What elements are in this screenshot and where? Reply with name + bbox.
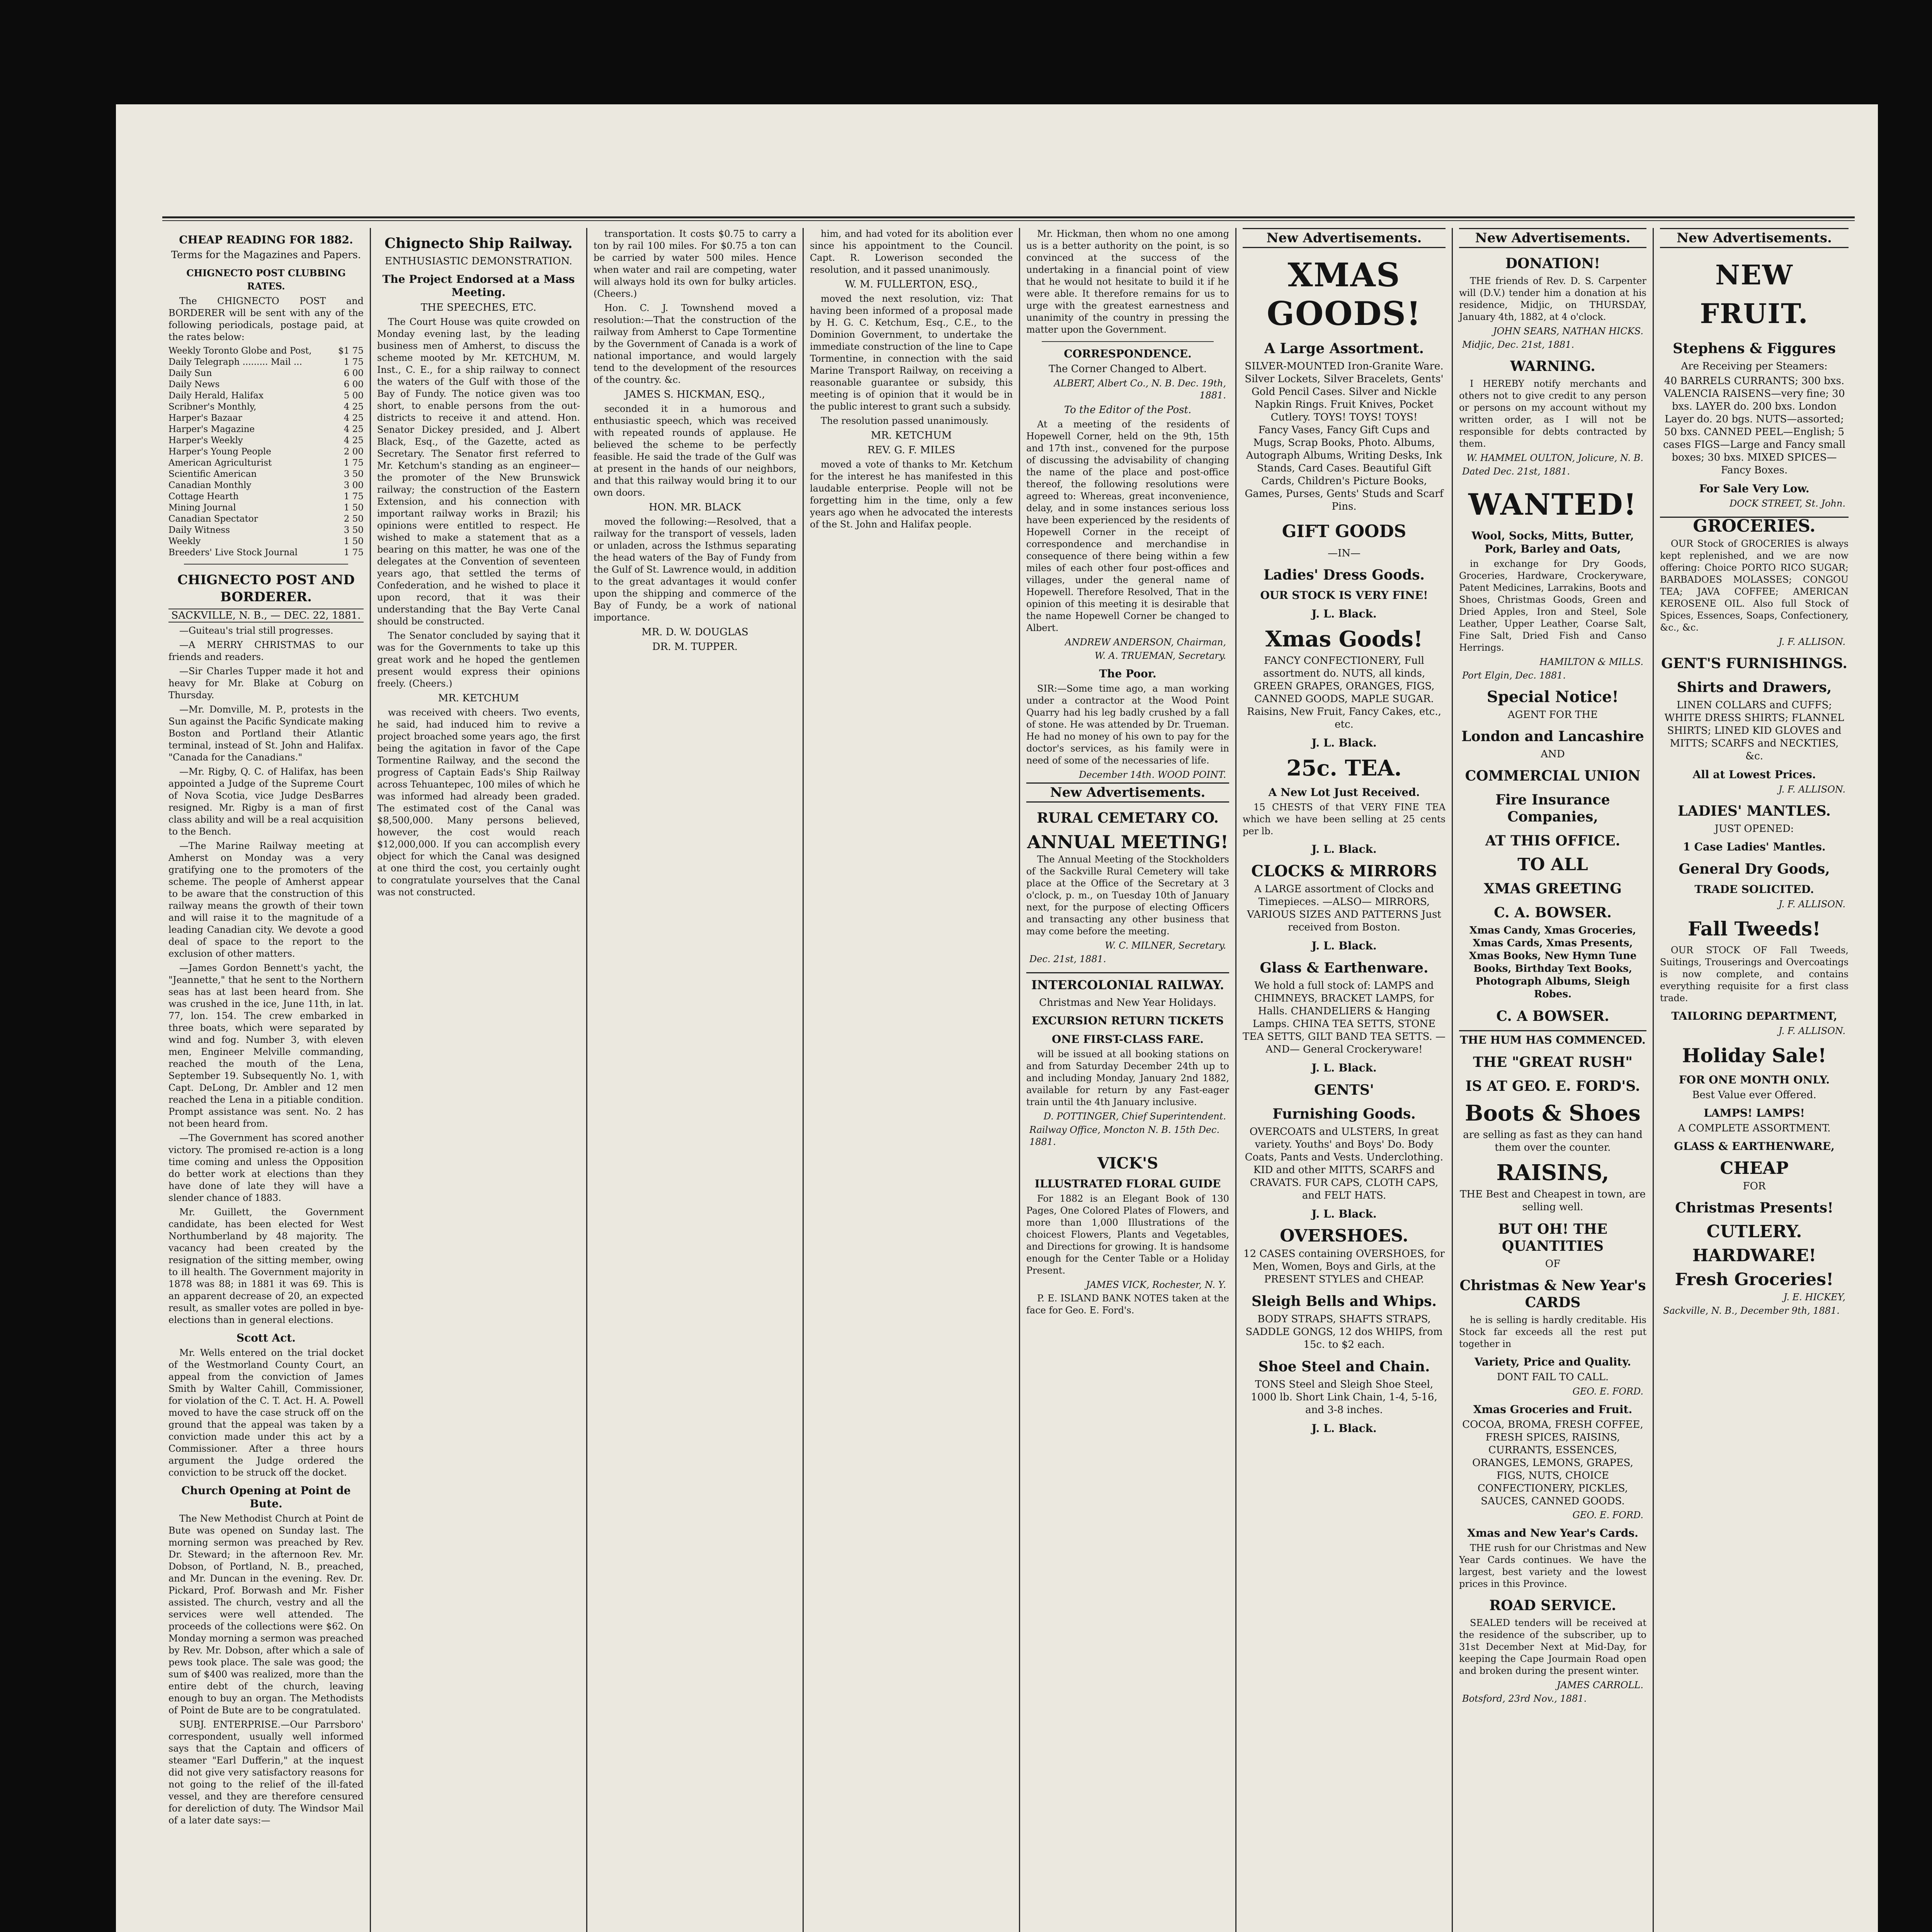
ad-text: SEALED tenders will be received at the residence of the subscriber, up to 31st December Next at Mid-Day, for keeping the Cape Jourmain Road open and broken during the present winter. [1459, 1617, 1646, 1676]
overshoes-heading: OVERSHOES. [1280, 1226, 1408, 1246]
fire-insurance: Fire Insurance Companies, [1495, 792, 1610, 825]
ladies-mantles-heading: LADIES' MANTLES. [1678, 803, 1831, 819]
signature: J. F. ALLISON. [1778, 784, 1845, 795]
clubbing-intro: The CHIGNECTO POST and BORDERER will be sent with any of the following periodicals, postage paid, at the rates below: [168, 296, 364, 342]
signature: JAMES VICK, Rochester, N. Y. [1086, 1279, 1226, 1290]
masthead-dateline: SACKVILLE, N. B., — DEC. 22, 1881. [168, 609, 364, 622]
bowser-signature: C. A BOWSER. [1496, 1008, 1609, 1024]
signature: J. F. ALLISON. [1778, 899, 1845, 910]
speaker-heading: MR. KETCHUM [871, 430, 952, 441]
ad-text: 15 CHESTS of that VERY FINE TEA which we have been selling at 25 cents per lb. [1243, 802, 1446, 837]
jl-black-signature: J. L. Black. [1311, 1061, 1377, 1074]
rural-cemetery-heading: RURAL CEMETARY CO. [1037, 810, 1219, 826]
vicks-subheading: ILLUSTRATED FLORAL GUIDE [1034, 1177, 1221, 1190]
subj-enterprise-text: SUBJ. ENTERPRISE.—Our Parrsboro' correspondent, usually well informed says that the Captain and officers of steamer "Earl Dufferin," at the inquest did not give very satisfactory reasons for not going to the relief of the ill-fated vessel, and they are therefore censured for dereliction of duty. The Windsor Mail of a later date says:— [168, 1719, 364, 1826]
rate-row: Harper's Magazine 4 25 [168, 424, 364, 434]
sleigh-bells-heading: Sleigh Bells and Whips. [1251, 1293, 1437, 1310]
groceries-heading: GROCERIES. [1660, 517, 1849, 535]
top-rule-thin [162, 220, 1855, 221]
ad-list: OVERCOATS and ULSTERS, In great variety. Youths' and Boys' Do. Body Coats, Pants and Vests. Underclothing. KID and other MITTS, SCARFS and CRAVATS. FUR CAPS, CLOTH CAPS, and FELT HATS. [1245, 1126, 1444, 1201]
rate-row: Breeders' Live Stock Journal 1 75 [168, 548, 364, 558]
road-service-heading: ROAD SERVICE. [1489, 1597, 1616, 1614]
of-line: OF [1545, 1258, 1561, 1270]
news-item: —The Marine Railway meeting at Amherst on Monday was a very gratifying one to the promoters of the scheme. The people of Amherst appear to be aware that the construction of this railway means the growth of their town and will raise it to the magnitude of a leading Canadian city. We devote a good deal of space to the report to the exclusion of other matters. [168, 840, 364, 959]
rate-row: Harper's Young People 2 00 [168, 447, 364, 457]
news-item: Mr. Guillett, the Government candidate, has been elected for West Northumberland by 48 majority. The vacancy had been created by the resignation of the sitting member, owing to ill health. The Government majority in 1878 was 88; in 1881 it was 69. This is an apparent decrease of 20, an expected result, as smaller votes are polled in bye-elections than in general elections. [168, 1207, 364, 1325]
signature: December 14th. WOOD POINT. [1079, 769, 1226, 780]
raisins-heading: RAISINS, [1496, 1160, 1609, 1185]
signature: ANDREW ANDERSON, Chairman, [1065, 637, 1226, 648]
speaker-heading: HON. MR. BLACK [649, 502, 741, 513]
news-item: —Sir Charles Tupper made it hot and heavy for Mr. Blake at Coburg on Thursday. [168, 666, 364, 701]
ad-text: THE rush for our Christmas and New Year Cards continues. We have the largest, best variety and the lowest prices in this Province. [1459, 1543, 1646, 1589]
speaker-heading: W. M. FULLERTON, ESQ., [845, 279, 978, 290]
article-paragraph: seconded it in a humorous and enthusiastic speech, which was received with repeated rounds of applause. He believed the scheme to be perfectly feasible. He said the trade of the Gulf was at present in the hands of our neighbors, and that this railway would bring it to our own doors. [594, 403, 796, 498]
ad-date: Sackville, N. B., December 9th, 1881. [1663, 1305, 1840, 1316]
fare-heading: ONE FIRST-CLASS FARE. [1052, 1033, 1204, 1046]
ad-text: OUR STOCK OF Fall Tweeds, Suitings, Trouserings and Overcoatings is now complete, and contains everything requisite for a first class trade. [1660, 945, 1849, 1003]
clubbing-rates-heading: CHIGNECTO POST CLUBBING RATES. [186, 267, 346, 292]
ad-date: Dec. 21st, 1881. [1029, 954, 1106, 964]
just-opened: JUST OPENED: [1714, 823, 1794, 835]
excursion-heading: EXCURSION RETURN TICKETS [1031, 1014, 1224, 1027]
intercolonial-heading: INTERCOLONIAL RAILWAY. [1026, 972, 1229, 993]
signature: JAMES CARROLL. [1556, 1680, 1643, 1690]
cheap-heading: CHEAP [1720, 1158, 1789, 1178]
xmas-greeting-heading: XMAS GREETING [1483, 881, 1622, 897]
receiving-line: Are Receiving per Steamers: [1681, 361, 1828, 372]
mantles-item: 1 Case Ladies' Mantles. [1683, 840, 1826, 853]
ad-list: are selling as fast as they can hand them over the counter. [1463, 1129, 1643, 1153]
news-item: —A MERRY CHRISTMAS to our friends and readers. [168, 639, 364, 662]
commercial-union: COMMERCIAL UNION [1465, 768, 1641, 784]
jl-black-signature: J. L. Black. [1311, 843, 1377, 855]
clocks-mirrors-heading: CLOCKS & MIRRORS [1251, 862, 1437, 880]
ad-list: Fancy Vases, Fancy Gift Cups and Mugs, Scrap Books, Photo. Albums, Autograph Albums, Writing Desks, Ink Stands, Card Cases. Beautiful Gift Cards, Children's Picture Books, Games, Purses, Gents' Studs and Scarf Pins. [1245, 424, 1444, 512]
intercolonial-subheading: Christmas and New Year Holidays. [1039, 997, 1216, 1009]
ad-text: OUR Stock of GROCERIES is always kept replenished, and we are now offering: Choice PORTO RICO SUGAR; BARBADOES MOLASSES; CONGOU TEA; JAVA COFFEE; AMERICAN KEROSENE OIL. Also full Stock of Spices, Essences, Soaps, Confectionery, &c., &c. [1660, 538, 1849, 633]
ad-list: SILVER-MOUNTED Iron-Granite Ware. Silver Lockets, Silver Bracelets, Gents' Gold Pencil Cases. Silver and Nickle Napkin Rings. Fruit Knives, Pocket Cutlery. TOYS! TOYS! TOYS! [1245, 361, 1444, 423]
signature: DOCK STREET, St. John. [1729, 498, 1845, 509]
new-advertisements-header: New Advertisements. [1459, 228, 1646, 248]
article-paragraph: Mr. Hickman, then whom no one among us is a better authority on the point, is so convinced at the success of the undertaking in a financial point of view that he would not hesitate to build it if he were able. It therefore remains for us to urge with the greatest earnestness and unanimity of the country in pressing the matter upon the Government. [1026, 228, 1229, 335]
cards-heading: Christmas & New Year's CARDS [1459, 1277, 1646, 1311]
article-paragraph: him, and had voted for its abolition ever since his appointment to the Council. Capt. R. Lowerison seconded the resolution, and it passed unanimously. [810, 228, 1013, 275]
article-paragraph: transportation. It costs $0.75 to carry a ton by rail 100 miles. For $0.75 a ton can be carried by water 500 miles. Hence when water and rail are competing, water will always hold its own for bulky articles. (Cheers.) [594, 228, 796, 299]
article-paragraph: was received with cheers. Two events, he said, had induced him to revive a project broached some years ago, the first being the agitation in favor of the Cape Tormentine Railway, and the second the progress of Captain Eads's Ship Railway across Tehuantepec, 100 miles of which he was informed had already been graded. The estimated cost of the Canal was $8,500,000. Many persons believed, however, the cost would reach $12,000,000. If you can accomplish every object for which the Canal was designed at one third the cost, you certainly ought to congratulate yourselves that the Canal was not constructed. [377, 707, 580, 898]
agent-line: AGENT FOR THE [1507, 709, 1598, 721]
correspondence-dateline: ALBERT, Albert Co., N. B. Dec. 19th, 1881. [1054, 378, 1226, 401]
article-paragraph: The Court House was quite crowded on Monday evening last, by the leading business men of Amherst, to discuss the scheme mooted by Mr. KETCHUM, M. Inst., C. E., for a ship railway to connect the waters of the Gulf with those of the Bay of Fundy. The notice given was too short, to enable persons from the out-districts to receive it and attend. Hon. Senator Dickey presided, and J. Albert Black, Esq., of the Gazette, acted as Secretary. The Senator first referred to Mr. Ketchum's standing as an engineer—the promoter of the New Brunswick railway; the construction of the Eastern Extension, and his connection with important railway works in Brazil; his opinions were entitled to respect. He wished to make a statement that as a bearing on this matter, he was one of the delegates at the Convention of seventeen years ago, that settled the terms of Confederation, and he wished to place it upon record, that it was their understanding that the Bay Verte Canal should be constructed. [377, 316, 580, 627]
column-7 [1453, 228, 1654, 1932]
signature: J. F. ALLISON. [1778, 636, 1845, 647]
column-4 [804, 228, 1020, 1932]
hum-heading: THE HUM HAS COMMENCED. [1459, 1030, 1646, 1047]
rate-row: Harper's Bazaar 4 25 [168, 413, 364, 423]
ad-list: 40 BARRELS CURRANTS; 300 bxs. VALENCIA RAISENS—very fine; 30 bxs. LAYER do. 200 bxs. London Layer do. 20 bgs. NUTS—assorted; 50 bxs. CANNED PEEL—English; 5 cases FIGS—Large and Fancy small boxes; 30 bxs. MIXED SPICES—Fancy Boxes. [1663, 375, 1846, 476]
special-notice-heading: Special Notice! [1486, 688, 1619, 706]
church-heading: Church Opening at Point de Bute. [181, 1484, 351, 1510]
and-line: AND [1541, 748, 1565, 760]
ad-text: in exchange for Dry Goods, Groceries, Hardware, Crockeryware, Patent Medicines, Larrakins, Boots and Shoes, Christmas Goods, Green and Dried Apples, Iron and Steel, Sole Leather, Upper Leather, Coarse Salt, Fine Salt, Dried Fish and Canso Herrings. [1459, 558, 1646, 653]
large-assortment-heading: A Large Assortment. [1264, 340, 1424, 357]
jl-black-signature: J. L. Black. [1311, 607, 1377, 620]
signature: D. POTTINGER, Chief Superintendent. [1043, 1111, 1226, 1122]
xmas-groceries-heading: Xmas Groceries and Fruit. [1473, 1403, 1633, 1416]
tea-subheading: A New Lot Just Received. [1268, 786, 1420, 799]
top-rule [162, 216, 1855, 218]
complete-assortment: A COMPLETE ASSORTMENT. [1678, 1122, 1831, 1134]
at-this-office: AT THIS OFFICE. [1485, 833, 1621, 849]
column-8 [1654, 228, 1855, 1932]
rate-row: Canadian Spectator 2 50 [168, 514, 364, 524]
for-line: FOR [1743, 1180, 1766, 1192]
article-paragraph: SIR:—Some time ago, a man working under a contractor at the Wood Point Quarry had his leg badly crushed by a fall of stone. He was attended by Dr. Trueman. He had no money of his own to pay for the doctor's services, as his family were in need of some of the necessaries of life. [1026, 683, 1229, 766]
rate-row: Canadian Monthly 3 00 [168, 480, 364, 490]
cheap-reading-heading: CHEAP READING FOR 1882. [179, 233, 353, 246]
london-lancashire: London and Lancashire [1461, 728, 1644, 745]
ad-text: THE friends of Rev. D. S. Carpenter will (D.V.) tender him a donation at his residence, Midjic, on THURSDAY, January 4th, 1882, at 4 o'clock. [1459, 276, 1646, 322]
rate-row: Mining Journal 1 50 [168, 503, 364, 513]
ad-text: will be issued at all booking stations on and from Saturday December 24th up to and including Monday, January 2nd 1882, available for return by any Fast-eager train until the 4th January inclusive. [1026, 1049, 1229, 1107]
ad-list: LINEN COLLARS and CUFFS; WHITE DRESS SHIRTS; FLANNEL SHIRTS; LINED KID GLOVES and MITTS; SCARFS and NECKTIES, &c. [1664, 699, 1844, 762]
signature: W. HAMMEL OULTON, Jolicure, N. B. [1466, 452, 1643, 463]
column-3 [587, 228, 804, 1932]
rate-row: Daily Herald, Halifax 5 00 [168, 391, 364, 401]
glass-earthenware: GLASS & EARTHENWARE, [1674, 1140, 1835, 1153]
signature: JOHN SEARS, NATHAN HICKS. [1493, 326, 1643, 337]
rate-row: Weekly 1 50 [168, 536, 364, 546]
column-1 [162, 228, 371, 1932]
project-endorsed-subheading: The Project Endorsed at a Mass Meeting. [382, 273, 575, 299]
jl-black-signature: J. L. Black. [1311, 939, 1377, 952]
warning-heading: WARNING. [1510, 358, 1595, 374]
gents-heading: GENTS' [1314, 1082, 1374, 1098]
column-2 [371, 228, 587, 1932]
clubbing-rates-table [168, 345, 364, 558]
rate-row: Weekly Toronto Globe and Post, $1 75 [168, 346, 364, 356]
newspaper-page [116, 104, 1878, 1932]
cutlery-heading: CUTLERY. [1706, 1222, 1802, 1242]
jl-black-signature: J. L. Black. [1311, 1422, 1377, 1435]
new-years-cards-heading: Xmas and New Year's Cards. [1467, 1527, 1638, 1539]
new-advertisements-header: New Advertisements. [1660, 228, 1849, 248]
gift-in: —IN— [1327, 548, 1361, 559]
rate-row: Scientific American 3 50 [168, 469, 364, 479]
ad-date: Railway Office, Moncton N. B. 15th Dec. 1881. [1029, 1124, 1220, 1147]
speaker-heading: MR. KETCHUM [438, 692, 519, 704]
scott-act-text: Mr. Wells entered on the trial docket of the Westmorland County Court, an appeal from the conviction of James Smith by Walter Cahill, Commissioner, for violation of the C. T. Act. H. A. Powell moved to have the case struck off on the ground that the appeal was taken by a conviction made under this act by a Commissioner. After a three hours argument the Judge ordered the conviction to be struck off the docket. [168, 1347, 364, 1478]
enthusiastic-subheading: ENTHUSIASTIC DEMONSTRATION. [385, 255, 572, 267]
church-text: The New Methodist Church at Point de Bute was opened on Sunday last. The morning sermon was preached by Rev. Dr. Steward; in the afternoon Rev. Mr. Dobson, of Portland, N. B., preached, and Mr. Duncan in the evening. Rev. Dr. Pickard, Prof. Borwash and Mr. Fisher assisted. The church, vestry and all the services were well attended. The proceeds of the collections were $62. On Monday morning a sermon was preached by Rev. Mr. Dobson, after which a sale of pews took place. The sale was good; the sum of $400 was realized, more than the entire debt of the church, leaving enough to buy an organ. The Methodists of Point de Bute are to be congratulated. [168, 1513, 364, 1716]
fall-tweeds-heading: Fall Tweeds! [1688, 917, 1821, 940]
rate-row: Daily Witness 3 50 [168, 525, 364, 535]
ad-text: I HEREBY notify merchants and others not to give credit to any person or persons on my account without my written order, as I will not be responsible for debts contracted by them. [1459, 378, 1646, 449]
speaker-heading: MR. D. W. DOUGLAS [641, 626, 748, 638]
divider [184, 564, 348, 565]
terms-subheading: Terms for the Magazines and Papers. [171, 249, 361, 261]
news-item: —The Government has scored another victory. The promised re-action is a long time coming and unless the Opposition do better work at elections than they have done of late they will have a slender chance of 1883. [168, 1133, 364, 1203]
signature: J. E. HICKEY, [1783, 1292, 1845, 1303]
rate-row: Scribner's Monthly, 4 25 [168, 402, 364, 412]
annual-meeting-heading: ANNUAL MEETING! [1027, 832, 1228, 852]
shirts-drawers-heading: Shirts and Drawers, [1677, 679, 1832, 696]
signature: GEO. E. FORD. [1572, 1510, 1643, 1520]
speaker-heading: REV. G. F. MILES [867, 444, 956, 456]
rate-row: Cottage Hearth 1 75 [168, 492, 364, 502]
jl-black-signature: J. L. Black. [1311, 736, 1377, 749]
xmas-goods-2-heading: Xmas Goods! [1265, 626, 1423, 652]
article-paragraph: moved a vote of thanks to Mr. Ketchum for the interest he has manifested in this laudable enterprise. People will not be forgetting him in the time, only a few years ago when he advocated the interests of the St. John and Halifax people. [810, 459, 1013, 530]
rate-row: Daily Telegraph ......... Mail ... 1 75 [168, 357, 364, 367]
shoe-steel-heading: Shoe Steel and Chain. [1258, 1359, 1430, 1375]
fresh-groceries-heading: Fresh Groceries! [1675, 1270, 1834, 1289]
stephens-figgures: Stephens & Figgures [1673, 340, 1836, 357]
masthead-title: CHIGNECTO POST AND BORDERER. [177, 572, 355, 605]
correspondence-heading: CORRESPONDENCE. [1064, 347, 1192, 360]
dry-goods-heading: General Dry Goods, [1679, 861, 1830, 877]
xmas-goods-heading: XMAS GOODS! [1267, 256, 1422, 333]
signature: HAMILTON & MILLS. [1539, 656, 1643, 667]
rate-row: Daily News 6 00 [168, 379, 364, 389]
sale-line: For Sale Very Low. [1699, 482, 1810, 495]
ford-heading: IS AT GEO. E. FORD'S. [1465, 1078, 1640, 1094]
jl-black-signature: J. L. Black. [1311, 1208, 1377, 1220]
column-5 [1020, 228, 1236, 1932]
article-paragraph: Hon. C. J. Townshend moved a resolution:—That the construction of the railway from Amherst to Cape Tormentine by the Government of Canada is a work of national importance, and would largely tend to the development of the resources of the country. &c. [594, 303, 796, 385]
ad-list: BODY STRAPS, SHAFTS STRAPS, SADDLE GONGS, 12 dos WHIPS, from 15c. to $2 each. [1245, 1313, 1443, 1350]
furnishing-heading: Furnishing Goods. [1272, 1106, 1416, 1122]
divider [1042, 341, 1214, 342]
vicks-heading: VICK'S [1097, 1154, 1158, 1172]
ship-railway-heading: Chignecto Ship Railway. [384, 235, 573, 252]
lamps-heading: LAMPS! LAMPS! [1704, 1107, 1805, 1119]
ad-list: A LARGE assortment of Clocks and Timepieces. —ALSO— MIRRORS, VARIOUS SIZES AND PATTERNS Just received from Boston. [1247, 883, 1441, 933]
best-value-line: Best Value ever Offered. [1692, 1089, 1816, 1101]
ad-list: FANCY CONFECTIONERY, Full assortment do. NUTS, all kinds, GREEN GRAPES, ORANGES, FIGS, CANNED GOODS, MAPLE SUGAR. Raisins, New Fruit, Fancy Cakes, etc., etc. [1247, 655, 1441, 730]
ad-text: P. E. ISLAND BANK NOTES taken at the face for Geo. E. Ford's. [1026, 1293, 1229, 1316]
dont-fail-line: DONT FAIL TO CALL. [1497, 1371, 1609, 1383]
ad-date: Midjic, Dec. 21st, 1881. [1462, 339, 1575, 350]
boots-shoes-heading: Boots & Shoes [1465, 1100, 1641, 1126]
speaker-heading: JAMES S. HICKMAN, ESQ., [625, 389, 765, 400]
ad-date: Port Elgin, Dec. 1881. [1462, 670, 1566, 681]
ad-text: he is selling is hardly creditable. His Stock far exceeds all the rest put together in [1459, 1315, 1646, 1349]
wanted-heading: WANTED! [1468, 487, 1637, 522]
speaker-heading: DR. M. TUPPER. [652, 641, 738, 653]
donation-heading: DONATION! [1505, 255, 1600, 272]
quantities-heading: BUT OH! THE QUANTITIES [1498, 1221, 1608, 1254]
corner-changed-subheading: The Corner Changed to Albert. [1049, 363, 1207, 375]
new-advertisements-header: New Advertisements. [1026, 782, 1229, 803]
ad-list: COCOA, BROMA, FRESH COFFEE, FRESH SPICES, RAISINS, CURRANTS, ESSENCES, ORANGES, LEMONS, GRAPES, FIGS, NUTS, CHOICE CONFECTIONERY, PICKLES, SAUCES, CANNED GOODS. [1462, 1419, 1643, 1507]
wanted-subheading: Wool, Socks, Mitts, Butter, Pork, Barley and Oats, [1471, 529, 1634, 555]
to-all-heading: TO ALL [1517, 855, 1588, 874]
correspondence-to: To the Editor of the Post. [1064, 404, 1192, 416]
article-paragraph: At a meeting of the residents of Hopewell Corner, held on the 9th, 15th and 17th inst., convened for the purpose of discussing the advisability of changing the name of the place and post-office thereof, the following resolutions were agreed to: Whereas, great inconvenience, delay, and in some instances serious loss have been experienced by the residents of Hopewell Corner in the receipt of correspondence and merchandise in consequence of there being within a few miles of each other four post-offices and villages, under the general name of Hopewell. Therefore Resolved, That in the opinion of this meeting it is desirable that the name Hopewell Corner be changed to Albert. [1026, 419, 1229, 633]
article-paragraph: The Senator concluded by saying that it was for the Governments to take up this great work and he hoped the gentlemen present would express their opinions freely. (Cheers.) [377, 630, 580, 689]
ad-text: For 1882 is an Elegant Book of 130 Pages, One Colored Plates of Flowers, and more than 1,000 Illustrations of the choicest Flowers, Plants and Vegetables, and Directions for growing. It is handsome enough for the Center Table or a Holiday Present. [1026, 1193, 1229, 1276]
article-paragraph: moved the following:—Resolved, that a railway for the transport of vessels, laden or unladen, across the Isthmus separating the head waters of the Bay of Fundy from the Gulf of St. Lawrence would, in addition to the great advantages it would confer upon the shipping and commerce of the Bay of Fundy, be a work of national importance. [594, 516, 796, 623]
ad-list: THE Best and Cheapest in town, are selling well. [1460, 1189, 1646, 1213]
ad-list: TONS Steel and Sleigh Shoe Steel, 1000 lb. Short Link Chain, 1-4, 5-16, and 3-8 inches. [1251, 1379, 1437, 1416]
ad-text: The Annual Meeting of the Stockholders of the Sackville Rural Cemetery will take place at the Office of the Secretary at 3 o'clock, p. m., on Tuesday 10th of January next, for the purpose of electing Officers and transacting any other business that may come before the meeting. [1026, 854, 1229, 937]
speeches-subheading: THE SPEECHES, ETC. [420, 302, 537, 313]
article-paragraph: moved the next resolution, viz: That having been informed of a proposal made by H. G. C. Ketchum, Esq., C.E., to the Dominion Government, to undertake the immediate construction of the line to Cape Tormentine, in connection with the said Marine Transport Railway, on receiving a reasonable guarantee or subsidy, this meeting is of opinion that it would be in the public interest to grant such a subsidy. [810, 293, 1013, 412]
one-month-line: FOR ONE MONTH ONLY. [1679, 1073, 1830, 1086]
ad-list: Xmas Candy, Xmas Groceries, Xmas Cards, Xmas Presents, Xmas Books, New Hymn Tune Books, Birthday Text Books, Photograph Albums, Sleigh Robes. [1469, 925, 1637, 1000]
great-rush-heading: THE "GREAT RUSH" [1473, 1054, 1633, 1070]
glass-earthenware-heading: Glass & Earthenware. [1260, 960, 1429, 976]
gift-goods-heading: GIFT GOODS [1282, 522, 1406, 541]
ad-list: We hold a full stock of: LAMPS and CHIMNEYS, BRACKET LAMPS, for Halls. CHANDELIERS & Hanging Lamps. CHINA TEA SETTS, STONE TEA SETTS, GILT BAND TEA SETTS. —AND— General Crockeryware! [1243, 980, 1446, 1055]
rate-row: Daily Sun 6 00 [168, 368, 364, 378]
christmas-presents-heading: Christmas Presents! [1675, 1200, 1833, 1216]
ad-date: Dated Dec. 21st, 1881. [1462, 466, 1570, 477]
poor-heading: The Poor. [1099, 667, 1156, 680]
hardware-heading: HARDWARE! [1692, 1246, 1816, 1265]
new-advertisements-header: New Advertisements. [1243, 228, 1446, 248]
rate-row: American Agriculturist 1 75 [168, 458, 364, 468]
ad-list: 12 CASES containing OVERSHOES, for Men, Women, Boys and Girls, at the PRESENT STYLES and CHEAP. [1243, 1248, 1445, 1285]
variety-line: Variety, Price and Quality. [1474, 1355, 1631, 1368]
tea-heading: 25c. TEA. [1286, 755, 1402, 781]
trade-solicited: TRADE SOLICITED. [1694, 883, 1814, 896]
news-item: —Mr. Rigby, Q. C. of Halifax, has been appointed a Judge of the Supreme Court of Nova Scotia, vice Judge DesBarres resigned. Mr. Rigby is a man of first class ability and will be a real acquisition to the Bench. [168, 766, 364, 837]
ladies-dress-goods-heading: Ladies' Dress Goods. [1263, 567, 1425, 583]
bowser-name: C. A. BOWSER. [1494, 905, 1612, 921]
stock-fine: OUR STOCK IS VERY FINE! [1260, 589, 1428, 602]
gents-furnishings-heading: GENT'S FURNISHINGS. [1661, 655, 1847, 672]
lowest-prices: All at Lowest Prices. [1692, 768, 1816, 781]
rate-row: Harper's Weekly 4 25 [168, 435, 364, 446]
signature: W. C. MILNER, Secretary. [1105, 940, 1226, 951]
scott-act-heading: Scott Act. [236, 1332, 296, 1344]
new-fruit-heading: NEW FRUIT. [1700, 259, 1809, 330]
news-item: —Guiteau's trial still progresses. [179, 625, 333, 636]
signature: GEO. E. FORD. [1572, 1386, 1643, 1397]
holiday-sale-heading: Holiday Sale! [1682, 1044, 1827, 1067]
signature: J. F. ALLISON. [1778, 1026, 1845, 1036]
news-item: —James Gordon Bennett's yacht, the "Jeannette," that he sent to the Northern seas has at last been heard from. She was crushed in the ice, June 11th, in lat. 77, lon. 154. The crew embarked in three boats, which were separated by wind and fog. Number 3, with eleven men, Engineer Melville commanding, reached the mouth of the Lena, September 19. Subsequently No. 1, with Capt. DeLong, Dr. Ambler and 12 men reached the Lena in a pitiable condition. Prompt assistance was sent. No. 2 has not been heard from. [168, 963, 364, 1129]
article-paragraph: The resolution passed unanimously. [821, 415, 989, 426]
tailoring-heading: TAILORING DEPARTMENT, [1671, 1010, 1837, 1022]
news-item: —Mr. Domville, M. P., protests in the Sun against the Pacific Syndicate making Boston and Portland their Atlantic terminal, instead of St. John and Halifax. "Canada for the Canadians." [168, 704, 364, 763]
signature: W. A. TRUEMAN, Secretary. [1095, 650, 1226, 661]
ad-date: Botsford, 23rd Nov., 1881. [1462, 1693, 1587, 1704]
column-6 [1236, 228, 1453, 1932]
